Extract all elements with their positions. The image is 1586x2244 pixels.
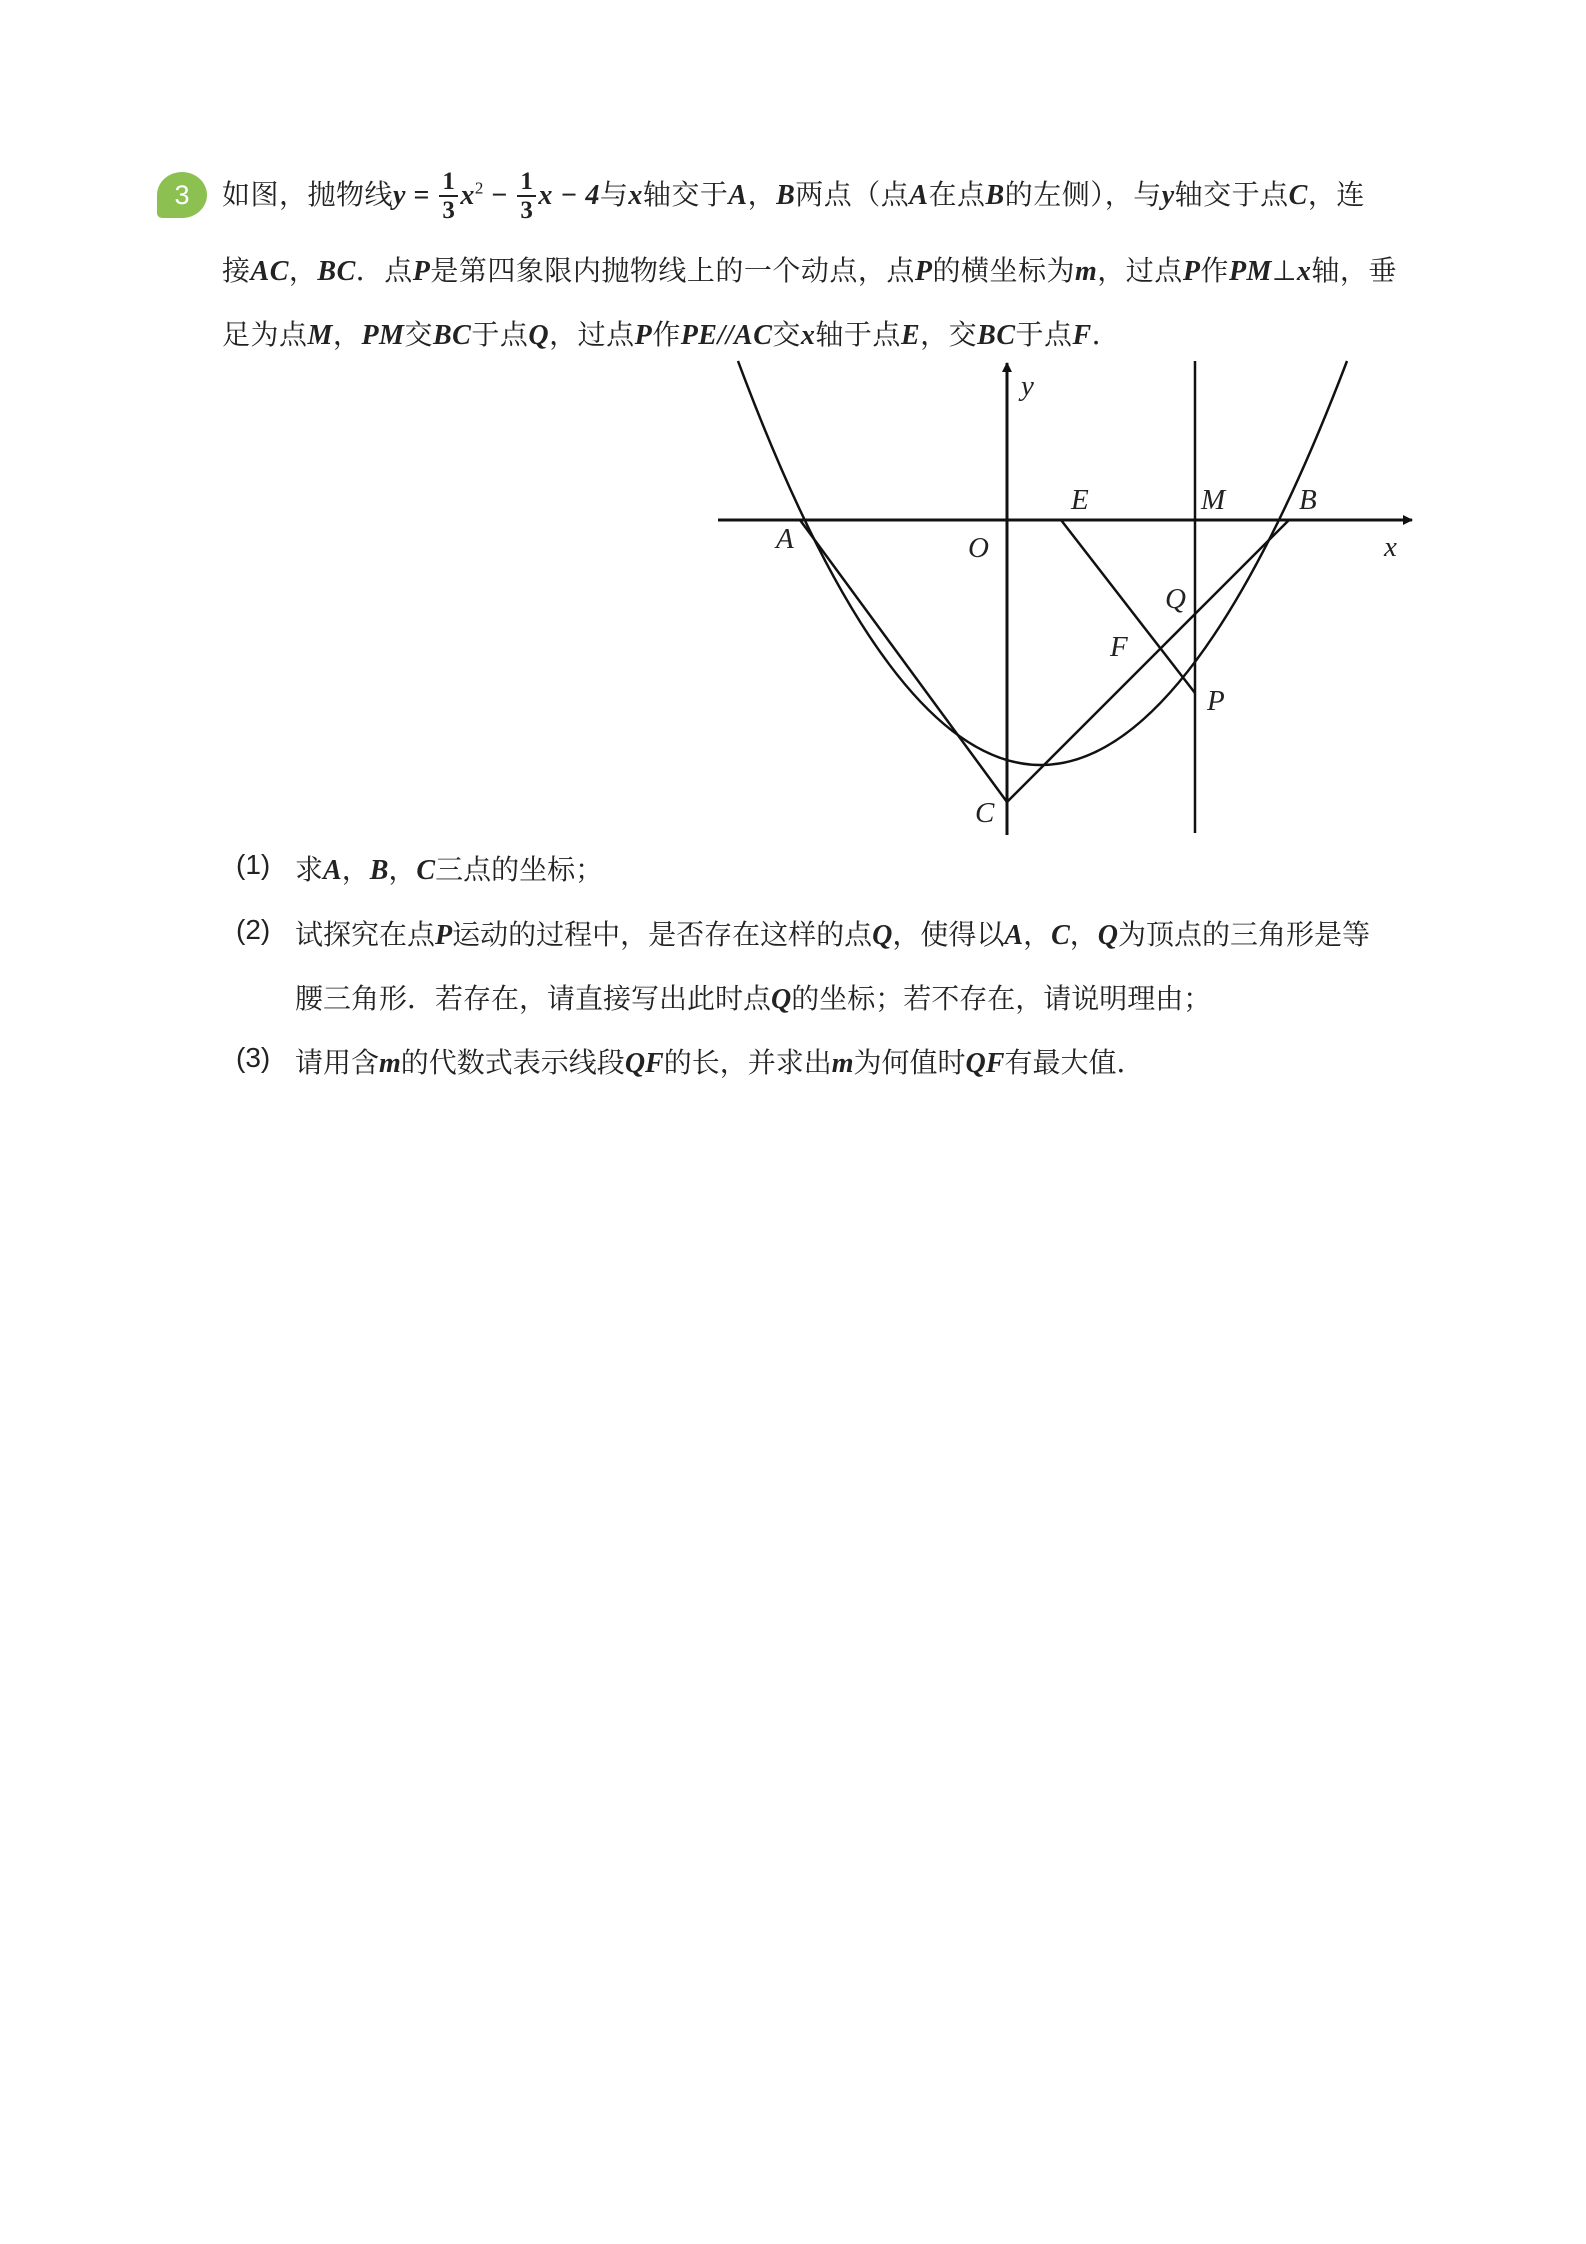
math-var: A <box>728 180 748 211</box>
label-y: y <box>1021 370 1034 402</box>
text: 在点 <box>928 178 986 211</box>
math-var: PE//AC <box>680 320 773 351</box>
math-var: Q <box>771 984 792 1015</box>
text: 于点 <box>1015 318 1073 351</box>
label-q: Q <box>1165 583 1186 615</box>
text: 运动的过程中，是否存在这样的点 <box>452 918 873 951</box>
text: 轴交于 <box>642 178 729 211</box>
text: ， <box>1023 918 1052 951</box>
label-a: A <box>776 523 794 555</box>
text: 轴于点 <box>815 318 901 351</box>
math-var: BC <box>977 320 1016 351</box>
math-var: PM <box>361 320 405 351</box>
math-var: P <box>412 256 431 287</box>
text: ， <box>332 318 362 351</box>
label-c: C <box>975 797 995 829</box>
text: ， <box>747 178 777 211</box>
math-var: x <box>628 180 643 211</box>
text: 三点的坐标； <box>435 853 604 886</box>
text: 轴，垂 <box>1311 254 1397 287</box>
question-1-number: (1) <box>236 849 271 880</box>
math-var: m <box>1075 256 1098 287</box>
math-var: QF <box>965 1048 1005 1079</box>
question-3-number: (3) <box>236 1042 271 1073</box>
text: 的横坐标为 <box>932 254 1076 287</box>
label-m: M <box>1201 484 1226 516</box>
math-var: C <box>1051 920 1070 951</box>
text: 作 <box>652 318 681 351</box>
math-var: C <box>416 855 436 886</box>
label-b: B <box>1299 484 1317 516</box>
question-2-line-2 <box>295 977 1211 1017</box>
text: 腰三角形．若存在，请直接写出此时点 <box>295 982 772 1015</box>
text: 是第四象限内抛物线上的一个动点，点 <box>430 254 915 287</box>
math-var: BC <box>317 256 356 287</box>
text: 的左侧），与 <box>1004 178 1162 211</box>
math-var: P <box>1182 256 1201 287</box>
question-2-number: (2) <box>236 914 271 945</box>
math-var: P <box>435 920 453 951</box>
text: 为顶点的三角形是等 <box>1118 918 1371 951</box>
math-var: A <box>1004 920 1024 951</box>
text: 求 <box>295 853 324 886</box>
question-2-line-1 <box>295 913 1370 953</box>
label-p: P <box>1207 685 1225 717</box>
math-var: M <box>307 320 333 351</box>
math-var: P <box>914 256 933 287</box>
text: ．点 <box>355 254 413 287</box>
math-var: x <box>1296 256 1312 287</box>
text: 作 <box>1200 254 1229 287</box>
text: 足为点 <box>222 318 308 351</box>
text: ， <box>388 853 417 886</box>
question-3 <box>295 1041 1144 1081</box>
math-var: Q <box>872 920 893 951</box>
text: 与 <box>599 178 629 211</box>
label-o: O <box>968 532 989 564</box>
text: ，过点 <box>1097 254 1183 287</box>
math-var: F <box>1072 320 1092 351</box>
math-op: ⊥ <box>1271 254 1297 287</box>
math-var: y <box>393 180 406 211</box>
text: 试探究在点 <box>295 918 436 951</box>
problem-number-badge: 3 <box>157 172 207 218</box>
math-var: A <box>909 180 929 211</box>
text: ， <box>1069 918 1098 951</box>
label-x: x <box>1384 531 1397 563</box>
math-var: C <box>1288 180 1308 211</box>
math-op: − <box>483 180 516 211</box>
text: 于点 <box>471 318 529 351</box>
math-var: x <box>460 180 475 211</box>
text: ， <box>341 853 370 886</box>
label-e: E <box>1071 484 1089 516</box>
math-var: B <box>985 180 1005 211</box>
math-var: m <box>379 1048 401 1079</box>
math-var: y <box>1161 180 1175 211</box>
exponent: 2 <box>474 178 484 198</box>
math-var: PM <box>1228 256 1272 287</box>
fraction-denominator: 3 <box>520 197 534 224</box>
math-var: x <box>800 320 816 351</box>
text: ，交 <box>920 318 978 351</box>
text: ，连 <box>1307 178 1365 211</box>
math-var: BC <box>432 320 472 351</box>
text: 请用含 <box>295 1046 380 1079</box>
text: 轴交于点 <box>1174 178 1289 211</box>
question-1 <box>295 848 603 888</box>
text: 的坐标；若不存在，请说明理由； <box>791 982 1212 1015</box>
math-var: E <box>900 320 921 351</box>
text: 接 <box>222 254 251 287</box>
segment-bc <box>1007 520 1289 802</box>
text: 交 <box>404 318 433 351</box>
fraction-numerator: 1 <box>517 168 536 197</box>
math-var: AC <box>250 256 289 287</box>
text: ， <box>288 254 318 287</box>
text: ，使得以 <box>892 918 1005 951</box>
text: 交 <box>772 318 801 351</box>
math-var: P <box>634 320 653 351</box>
text: 的长，并求出 <box>663 1046 832 1079</box>
text: ，过点 <box>549 318 635 351</box>
text: 有最大值． <box>1004 1046 1145 1079</box>
math-var: B <box>776 180 796 211</box>
parabola-curve <box>738 361 1347 765</box>
math-op: = <box>405 180 438 211</box>
text: ． <box>1091 318 1121 351</box>
math-var: Q <box>1097 920 1119 951</box>
text: 两点（点 <box>795 178 910 211</box>
math-var: A <box>323 855 342 886</box>
fraction-denominator: 3 <box>442 197 456 224</box>
text: 的代数式表示线段 <box>400 1046 625 1079</box>
math-var: Q <box>528 320 550 351</box>
math-var: B <box>369 855 389 886</box>
text: 为何值时 <box>853 1046 966 1079</box>
math-var: QF <box>624 1048 664 1079</box>
math-var: m <box>831 1048 854 1079</box>
label-f: F <box>1110 631 1128 663</box>
math-term: x − 4 <box>538 180 600 211</box>
text: 如图，抛物线 <box>222 178 394 211</box>
fraction-numerator: 1 <box>439 168 458 197</box>
